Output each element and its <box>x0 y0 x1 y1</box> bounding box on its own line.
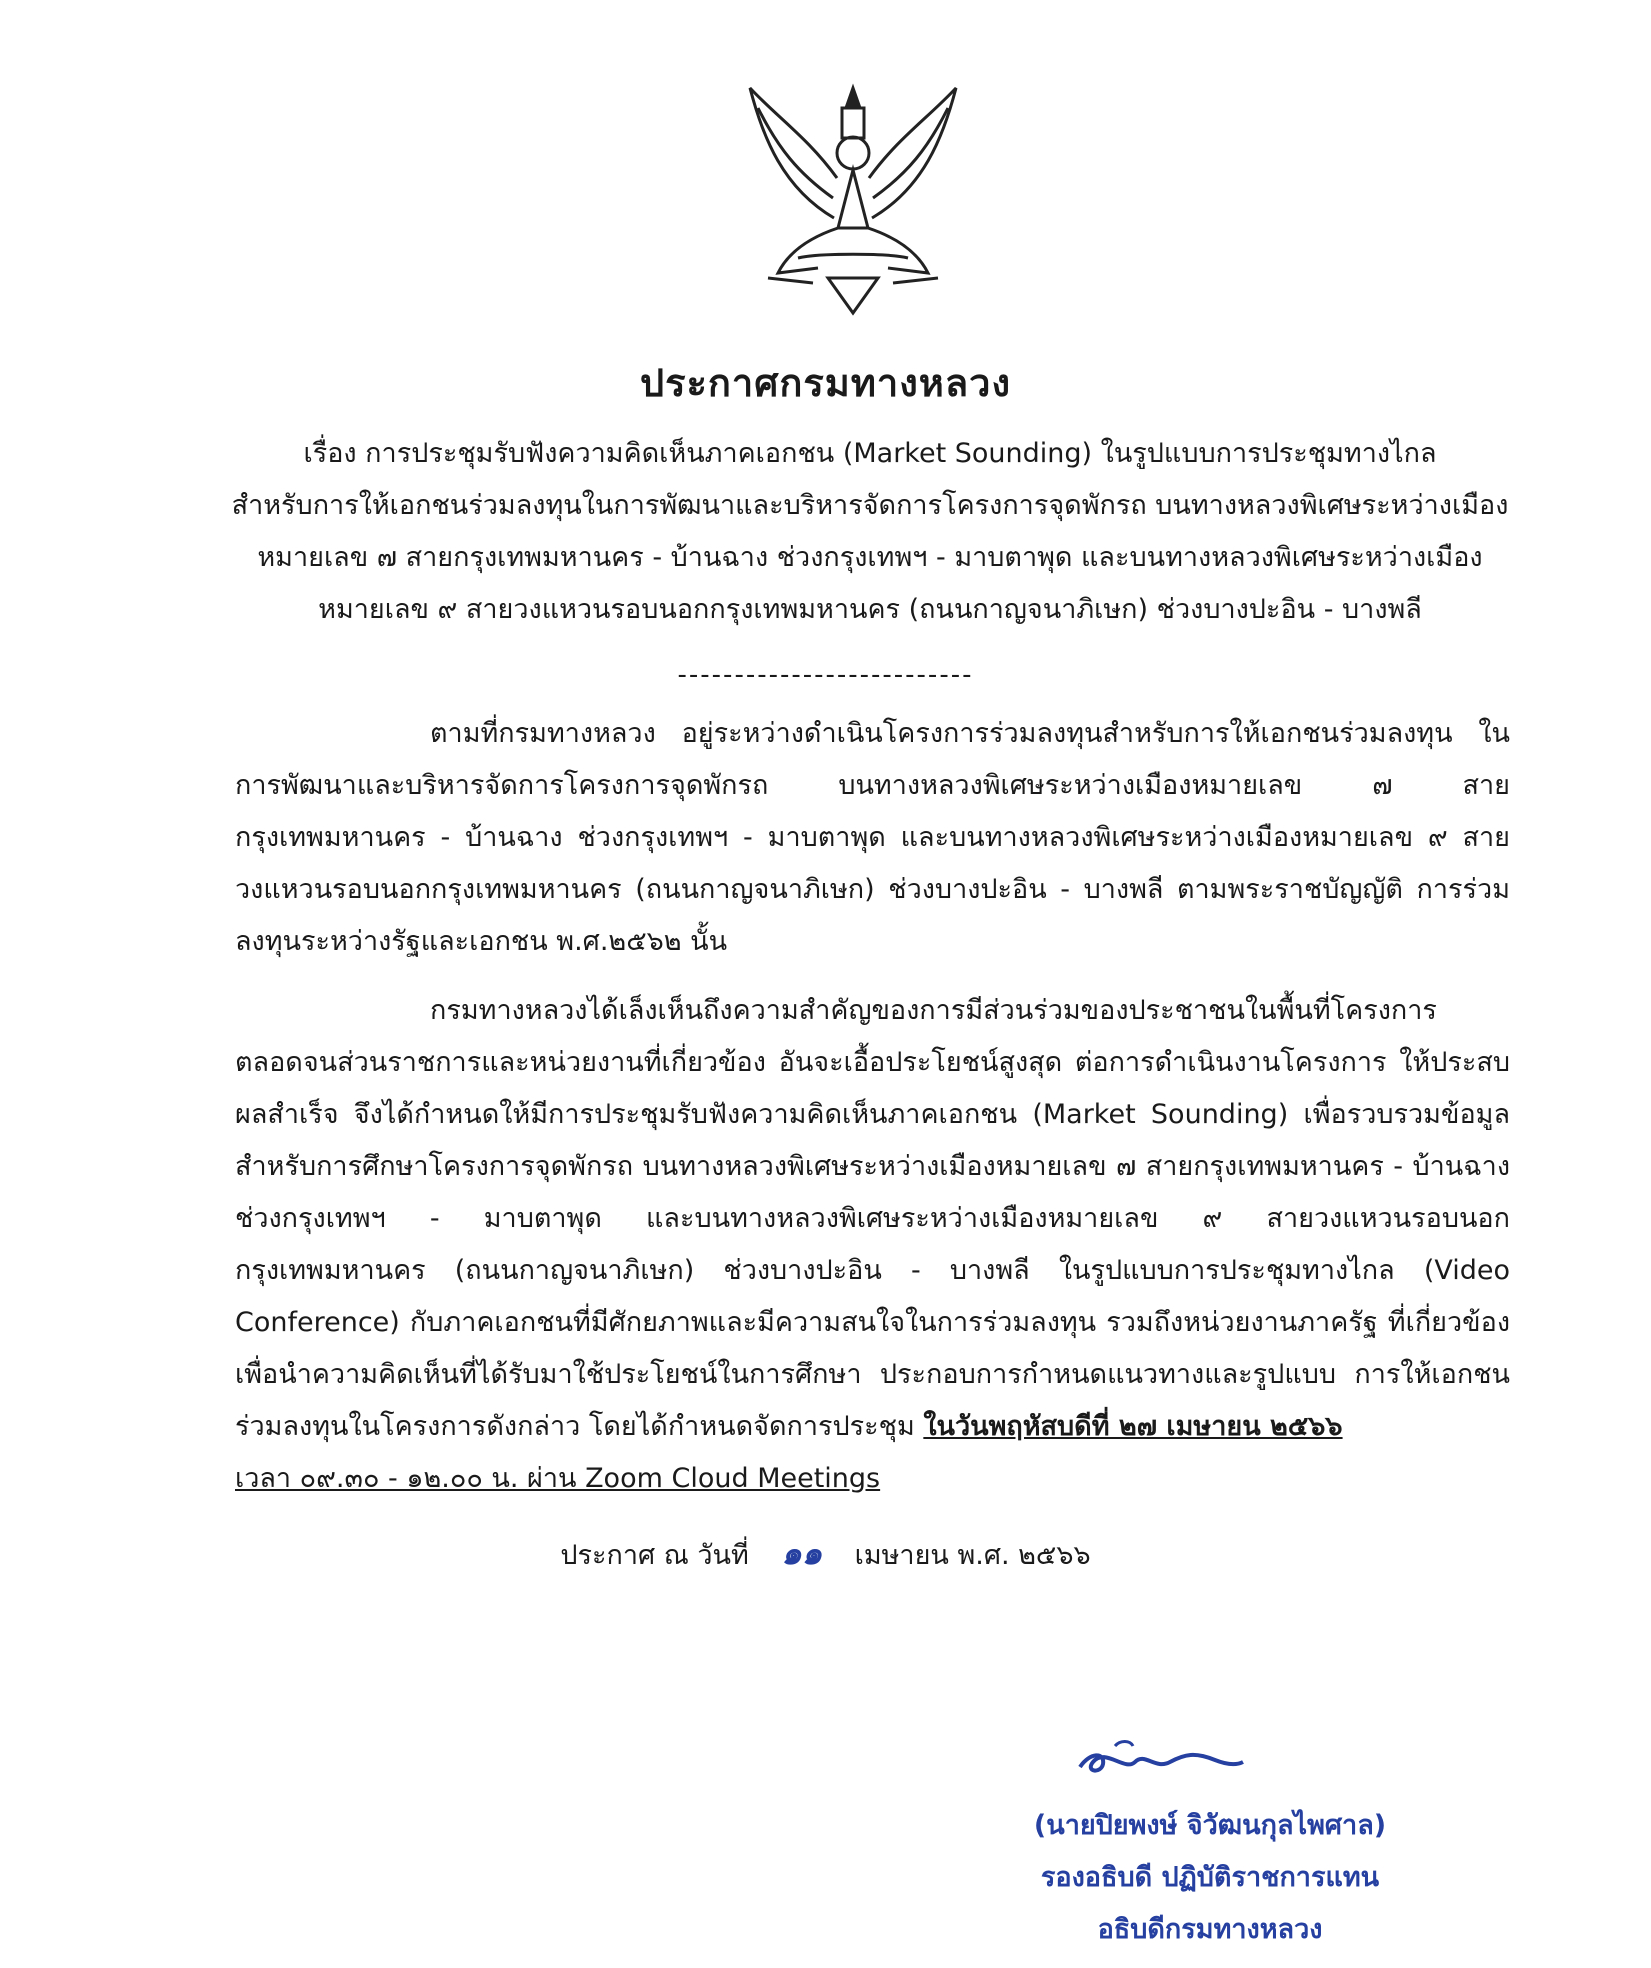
date-day: ๑๑ <box>781 1534 822 1572</box>
meeting-time: เวลา ๐๙.๓๐ - ๑๒.๐๐ น. ผ่าน Zoom Cloud Meetings <box>235 1463 881 1494</box>
date-suffix: เมษายน พ.ศ. ๒๕๖๖ <box>854 1540 1091 1571</box>
date-prefix: ประกาศ ณ วันที่ <box>560 1540 749 1571</box>
paragraph-1-text: ตามที่กรมทางหลวง อยู่ระหว่างดำเนินโครงการร่วมลงทุนสำหรับการให้เอกชนร่วมลงทุน ในการพัฒนาและบริหารจัดการโครงการจุดพักรถ บนทางหลวงพิเศษระหว่างเมืองหมายเลข ๗ สายกรุงเทพมหานคร - บ้านฉาง ช่วงกรุงเทพฯ - มาบตาพุด และบนทางหลวงพิเศษระหว่างเมืองหมายเลข ๙ สายวงแหวนรอบนอกกรุงเทพมหานคร (ถนนกาญจนาภิเษก) ช่วงบางปะอิน - บางพลี ตามพระราชบัญญัติ การร่วมลงทุนระหว่างรัฐและเอกชน พ.ศ.๒๕๖๒ นั้น <box>235 718 1510 957</box>
garuda-emblem <box>738 78 968 318</box>
subject-line: หมายเลข ๗ สายกรุงเทพมหานคร - บ้านฉาง ช่วงกรุงเทพฯ - มาบตาพุด และบนทางหลวงพิเศษระหว่างเมือง <box>257 542 1483 573</box>
subject-line: หมายเลข ๙ สายวงแหวนรอบนอกกรุงเทพมหานคร (ถนนกาญจนาภิเษก) ช่วงบางปะอิน - บางพลี <box>318 594 1422 625</box>
paragraph-1 <box>235 708 1510 968</box>
signer-name: (นายปิยพงษ์ จิวัฒนกุลไพศาล) <box>1033 1810 1387 1841</box>
signer-position: รองอธิบดี ปฏิบัติราชการแทน <box>1040 1862 1380 1893</box>
paragraph-2 <box>235 985 1510 1505</box>
subject-line: สำหรับการให้เอกชนร่วมลงทุนในการพัฒนาและบริหารจัดการโครงการจุดพักรถ บนทางหลวงพิเศษระหว่างเมือง <box>231 490 1509 521</box>
subject-block <box>230 428 1510 636</box>
separator-line: -------------------------- <box>677 660 974 690</box>
meeting-date: ในวันพฤหัสบดีที่ ๒๗ เมษายน ๒๕๖๖ <box>923 1411 1343 1442</box>
signer-office: อธิบดีกรมทางหลวง <box>1097 1914 1323 1945</box>
page-title: ประกาศกรมทางหลวง <box>639 361 1012 405</box>
paragraph-2-text: กรมทางหลวงได้เล็งเห็นถึงความสำคัญของการมีส่วนร่วมของประชาชนในพื้นที่โครงการ ตลอดจนส่วนราชการและหน่วยงานที่เกี่ยวข้อง อันจะเอื้อประโยชน์สูงสุด ต่อการดำเนินงานโครงการ ให้ประสบผลสำเร็จ จึงได้กำหนดให้มีการประชุมรับฟังความคิดเห็นภาคเอกชน (Market Sounding) เพื่อรวบรวมข้อมูลสำหรับการศึกษาโครงการจุดพักรถ บนทางหลวงพิเศษระหว่างเมืองหมายเลข ๗ สายกรุงเทพมหานคร - บ้านฉาง ช่วงกรุงเทพฯ - มาบตาพุด และบนทางหลวงพิเศษระหว่างเมืองหมายเลข ๙ สายวงแหวนรอบนอกกรุงเทพมหานคร (ถนนกาญจนาภิเษก) ช่วงบางปะอิน - บางพลี ในรูปแบบการประชุมทางไกล (Video Conference) กับภาคเอกชนที่มีศักยภาพและมีความสนใจในการร่วมลงทุน รวมถึงหน่วยงานภาครัฐ ที่เกี่ยวข้อง เพื่อนำความคิดเห็นที่ได้รับมาใช้ประโยชน์ในการศึกษา ประกอบการกำหนดแนวทางและรูปแบบ การให้เอกชนร่วมลงทุนในโครงการดังกล่าว โดยได้กำหนดจัดการประชุม <box>235 995 1510 1442</box>
handwritten-signature <box>1075 1732 1245 1782</box>
announcement-date <box>0 1528 1651 1579</box>
subject-line: เรื่อง การประชุมรับฟังความคิดเห็นภาคเอกชน (Market Sounding) ในรูปแบบการประชุมทางไกล <box>303 438 1437 469</box>
